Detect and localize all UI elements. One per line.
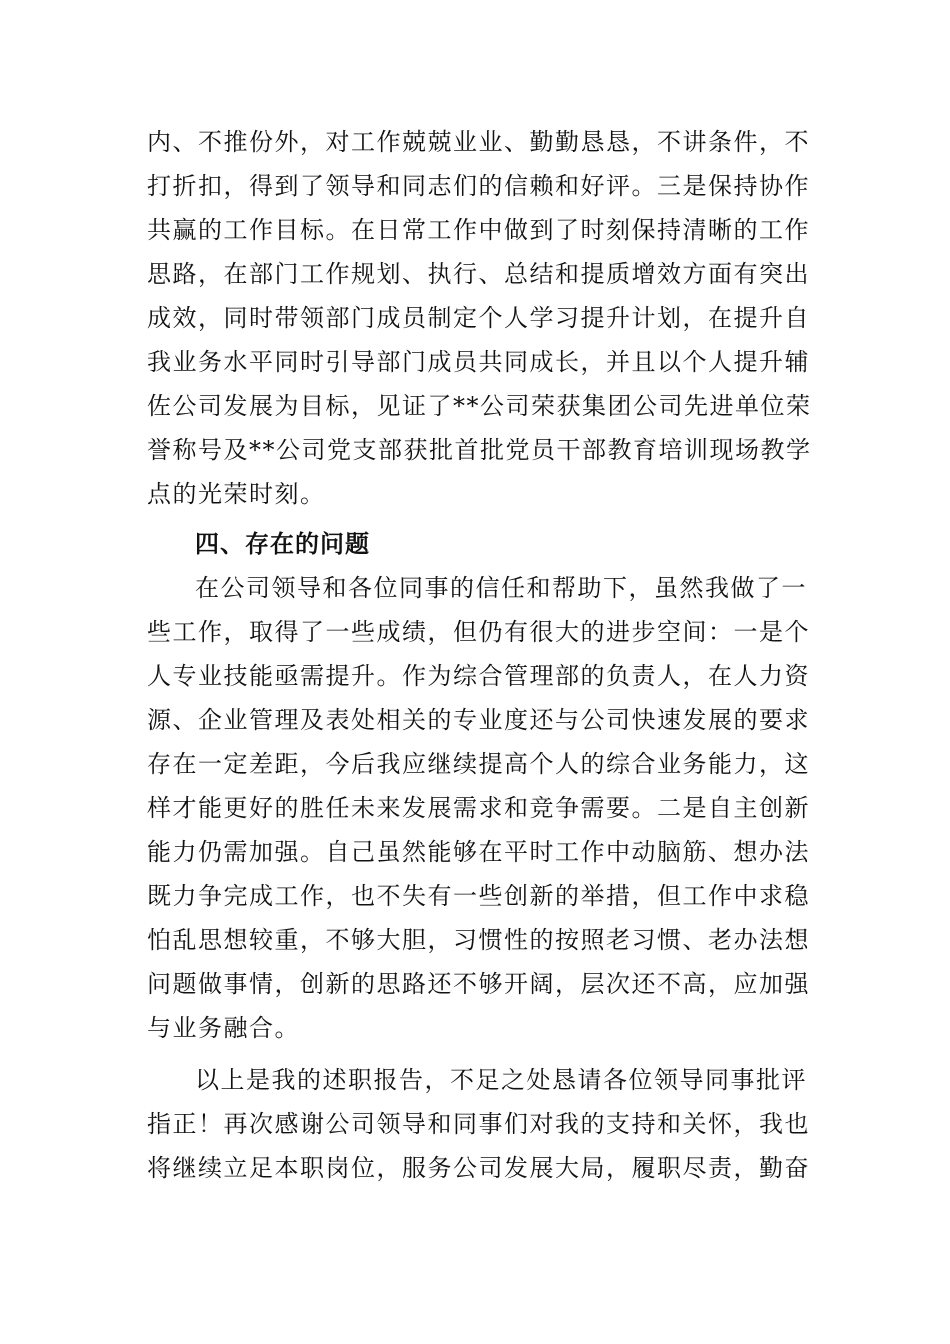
paragraph-2-line: 在公司领导和各位同事的信任和帮助下，虽然我做了一: [195, 574, 807, 602]
paragraph-2-line: 既力争完成工作，也不失有一些创新的举措，但工作中求稳: [147, 882, 810, 910]
paragraph-1-line: 打折扣，得到了领导和同志们的信赖和好评。三是保持协作: [147, 172, 810, 200]
paragraph-1-line: 成效，同时带领部门成员制定个人学习提升计划，在提升自: [147, 304, 810, 332]
paragraph-2-line: 人专业技能亟需提升。作为综合管理部的负责人，在人力资: [147, 662, 810, 690]
paragraph-2-line: 样才能更好的胜任未来发展需求和竞争需要。二是自主创新: [147, 794, 810, 822]
paragraph-2-line: 能力仍需加强。自己虽然能够在平时工作中动脑筋、想办法: [147, 838, 810, 866]
paragraph-3-line: 指正！再次感谢公司领导和同事们对我的支持和关怀，我也: [147, 1110, 810, 1138]
paragraph-1-line: 共赢的工作目标。在日常工作中做到了时刻保持清晰的工作: [147, 216, 810, 244]
paragraph-2-line: 源、企业管理及表处相关的专业度还与公司快速发展的要求: [147, 706, 810, 734]
paragraph-1-line: 点的光荣时刻。: [147, 480, 326, 508]
section-heading: 四、存在的问题: [195, 530, 370, 558]
paragraph-3-line: 以上是我的述职报告，不足之处恳请各位领导同事批评: [195, 1066, 807, 1094]
paragraph-2-line: 问题做事情，创新的思路还不够开阔，层次还不高，应加强: [147, 970, 810, 998]
paragraph-1-line: 誉称号及**公司党支部获批首批党员干部教育培训现场教学: [147, 436, 812, 464]
paragraph-3-line: 将继续立足本职岗位，服务公司发展大局，履职尽责，勤奋: [147, 1154, 810, 1182]
paragraph-1-line: 内、不推份外，对工作兢兢业业、勤勤恳恳，不讲条件，不: [147, 128, 810, 156]
paragraph-2-line: 怕乱思想较重，不够大胆，习惯性的按照老习惯、老办法想: [147, 926, 810, 954]
paragraph-2-line: 存在一定差距，今后我应继续提高个人的综合业务能力，这: [147, 750, 810, 778]
paragraph-1-line: 我业务水平同时引导部门成员共同成长，并且以个人提升辅: [147, 348, 810, 376]
paragraph-2-line: 些工作，取得了一些成绩，但仍有很大的进步空间：一是个: [147, 618, 810, 646]
paragraph-1-line: 思路，在部门工作规划、执行、总结和提质增效方面有突出: [147, 260, 810, 288]
paragraph-1-line: 佐公司发展为目标，见证了**公司荣获集团公司先进单位荣: [147, 392, 812, 420]
paragraph-2-line: 与业务融合。: [147, 1014, 300, 1042]
